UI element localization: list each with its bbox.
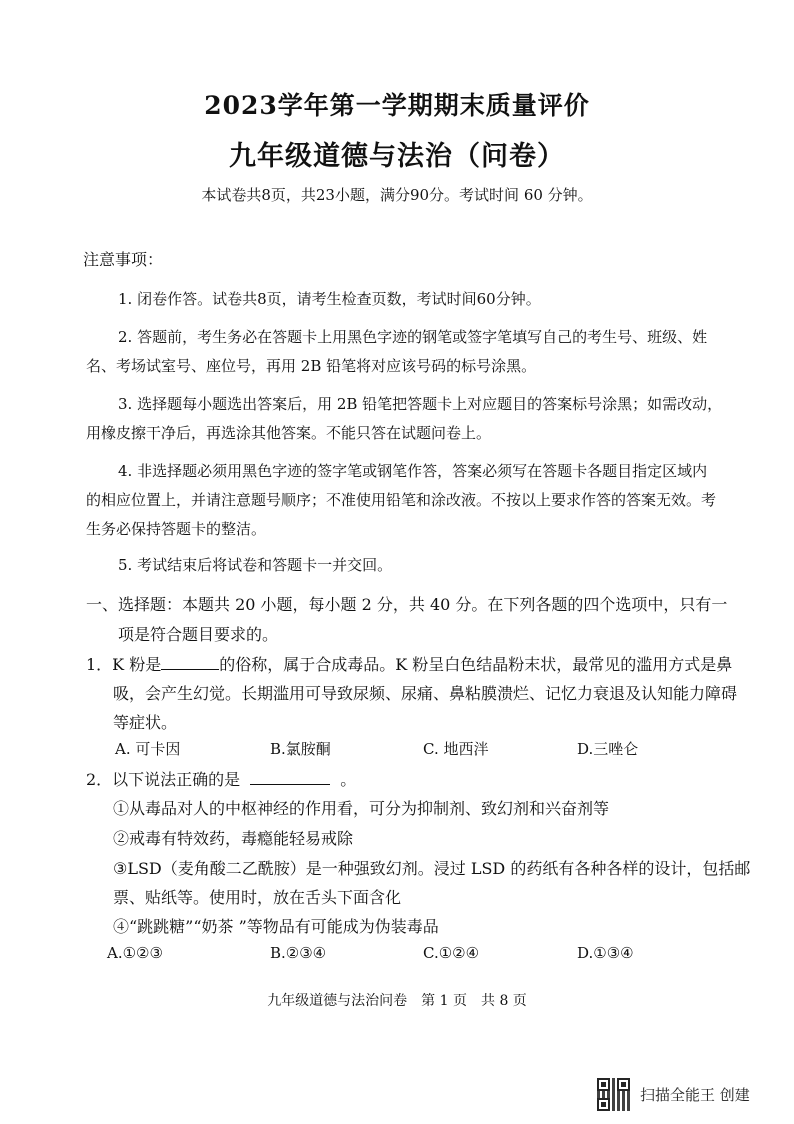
answer-blank: [250, 769, 330, 785]
watermark-text: 扫描全能王 创建: [640, 1086, 750, 1104]
q2-statement-2: ②戒毒有特效药，毒瘾能轻易戒除: [113, 829, 354, 848]
question-2: [86, 767, 356, 790]
notice-line: 1. 闭卷作答。试卷共8页，请考生检查页数，考试时间60分钟。: [118, 290, 541, 308]
notice-line: 3. 选择题每小题选出答案后，用 2B 铅笔把答题卡上对应题目的答案标号涂黑；如需改动，: [118, 395, 723, 413]
notice-line: 用橡皮擦干净后，再选涂其他答案。不能只答在试题问卷上。: [86, 424, 492, 442]
notice-heading: 注意事项：: [83, 250, 164, 269]
question-2-suffix: 。: [340, 770, 357, 789]
q2-option-b: B.②③④: [270, 944, 327, 962]
q2-option-a: A.①②③: [107, 944, 163, 962]
section-heading-cont: 项是符合题目要求的。: [118, 625, 279, 644]
notice-line: 2. 答题前，考生务必在答题卡上用黑色字迹的钢笔或签字笔填写自己的考生号、班级、姓: [118, 328, 708, 346]
q2-statement-3-cont: 票、贴纸等。使用时，放在舌头下面含化: [113, 888, 402, 907]
question-1: [86, 652, 732, 675]
exam-subject-title: 九年级道德与法治（问卷）: [229, 141, 565, 172]
q2-option-c: C.①②④: [423, 944, 480, 962]
q2-statement-1: ①从毒品对人的中枢神经的作用看，可分为抑制剂、致幻剂和兴奋剂等: [113, 799, 610, 818]
question-1-line: 吸，会产生幻觉。长期滥用可导致尿频、尿痛、鼻粘膜溃烂、记忆力衰退及认知能力障碍: [113, 684, 738, 703]
question-1-suffix: 的俗称，属于合成毒品。K 粉呈白色结晶粉末状，最常见的滥用方式是鼻: [219, 655, 733, 674]
exam-title: 2023学年第一学期期末质量评价: [204, 91, 590, 120]
answer-blank: [161, 654, 219, 670]
notice-line: 的相应位置上，并请注意题号顺序；不准使用铅笔和涂改液。不按以上要求作答的答案无效。考: [86, 491, 717, 509]
notice-line: 5. 考试结束后将试卷和答题卡一并交回。: [118, 556, 393, 574]
q1-option-a: A. 可卡因: [115, 740, 181, 758]
q2-statement-3: ③LSD（麦角酸二乙酰胺）是一种强致幻剂。浸过 LSD 的药纸有各种各样的设计，包括邮: [113, 859, 751, 878]
notice-line: 4. 非选择题必须用黑色字迹的签字笔或钢笔作答，答案必须写在答题卡各题目指定区域内: [118, 462, 708, 480]
section-heading: 一、选择题：本题共 20 小题，每小题 2 分，共 40 分。在下列各题的四个选项中，只有一: [86, 595, 728, 614]
page-footer: 九年级道德与法治问卷 第 1 页 共 8 页: [267, 993, 527, 1009]
q2-option-d: D.①③④: [577, 944, 634, 962]
q1-option-b: B.氯胺酮: [270, 740, 331, 758]
question-1-prefix: 1．K 粉是: [86, 655, 162, 674]
exam-info: 本试卷共8页，共23小题，满分90分。考试时间 60 分钟。: [201, 186, 593, 204]
question-2-prefix: 2．以下说法正确的是: [86, 770, 241, 789]
q1-option-d: D.三唑仑: [577, 740, 639, 758]
q2-statement-4: ④“跳跳糖”“奶茶 ”等物品有可能成为伪装毒品: [113, 917, 439, 936]
notice-line: 生务必保持答题卡的整洁。: [86, 520, 267, 538]
question-1-line: 等症状。: [113, 713, 178, 732]
q1-option-c: C. 地西泮: [423, 740, 489, 758]
notice-line: 名、考场试室号、座位号，再用 2B 铅笔将对应该号码的标号涂黑。: [86, 357, 537, 375]
scanner-watermark: [597, 1078, 750, 1111]
qr-code-icon: [597, 1078, 630, 1111]
